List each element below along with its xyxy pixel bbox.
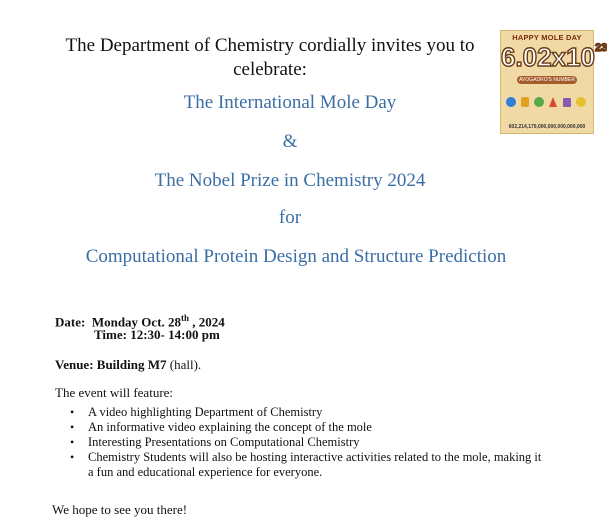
mole-day-badge [500,30,607,134]
date-suffix: th [181,313,190,323]
venue-detail: (hall). [166,357,202,372]
title-mole-day: The International Mole Day [183,92,397,113]
closing-text: We hope to see you there! [52,502,188,517]
avogadro-number: $6.02x10^{23}$ [501,42,607,72]
event-venue [55,357,201,373]
badge-title: HAPPY MOLE DAY [512,33,582,42]
date-value: Monday Oct. 28 [91,314,182,330]
date-label: Date: [55,314,86,330]
feature-item: • Chemistry Students will also be hosting interactive activities related to the mole, making it a fun and educational experience for everyone. [68,450,548,480]
feature-item: • Interesting Presentations on Computational Chemistry [68,435,548,450]
event-time: Time: 12:30- 14:00 pm [94,327,220,342]
title-nobel-prize: The Nobel Prize in Chemistry 2024 [154,170,426,191]
badge-subtitle: AVOGADRO'S NUMBER [517,76,577,84]
for-text: for [278,207,302,228]
feature-item: • A video highlighting Department of Chemistry [68,405,548,420]
feature-list [68,405,548,480]
venue-label: Venue: Building M7 [55,357,167,372]
badge-footer: 602,214,179,000,000,000,000,000 [508,124,586,130]
title-topic: Computational Protein Design and Structure Prediction [85,246,507,267]
ampersand: & [282,131,298,152]
date-year: , 2024 [189,314,225,330]
feature-item: • An informative video explaining the concept of the mole [68,420,548,435]
invitation-text: The Department of Chemistry cordially invites you to celebrate: [65,35,475,80]
chemistry-icons [505,93,589,111]
feature-intro: The event will feature: [55,385,174,400]
